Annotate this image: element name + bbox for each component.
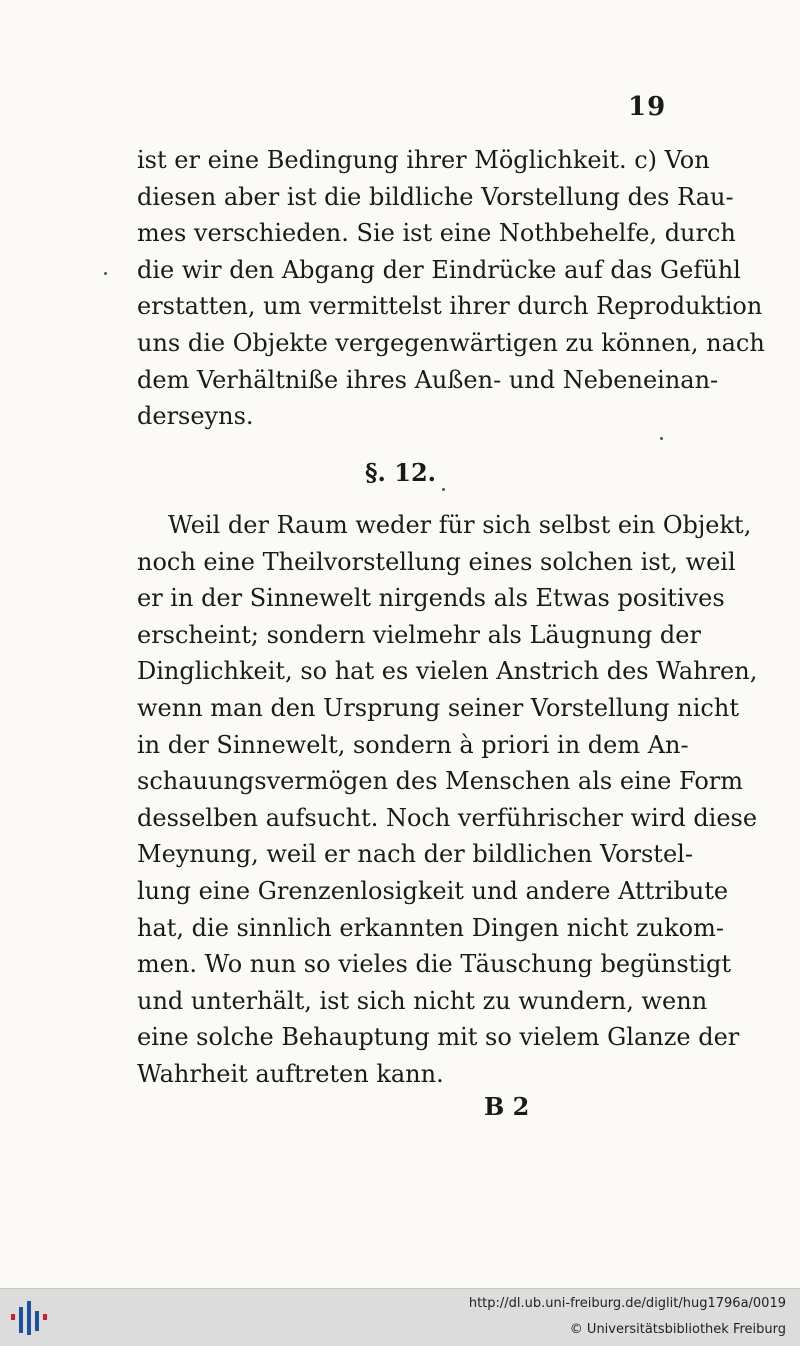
text-line: noch eine Theilvorstellung eines solchen ist, weil: [137, 547, 736, 576]
paragraph-section-12: [137, 507, 758, 1093]
text-line: die wir den Abgang der Eindrücke auf das Gefühl: [137, 255, 741, 284]
source-url-link[interactable]: http://dl.ub.uni-freiburg.de/diglit/hug1796a/0019: [468, 1296, 786, 1311]
text-line: in der Sinnewelt, sondern à priori in dem An-: [137, 730, 689, 759]
text-line: Dinglichkeit, so hat es vielen Anstrich des Wahren,: [137, 657, 758, 686]
ub-freiburg-logo-icon: [8, 1297, 52, 1339]
text-line: erscheint; sondern vielmehr als Läugnung der: [137, 620, 701, 649]
text-line: Meynung, weil er nach der bildlichen Vorstel-: [137, 840, 693, 869]
text-line: eine solche Behauptung mit so vielem Glanze der: [137, 1023, 740, 1052]
text-line: schauungsvermögen des Menschen als eine Form: [137, 767, 744, 796]
text-line: diesen aber ist die bildliche Vorstellung des Rau-: [137, 182, 734, 211]
text-line: uns die Objekte vergegenwärtigen zu können, nach: [137, 328, 765, 357]
page-number: 19: [628, 92, 667, 122]
text-line: dem Verhältniße ihres Außen- und Nebeneinan-: [137, 365, 719, 394]
text-line: lung eine Grenzenlosigkeit und andere Attribute: [137, 876, 729, 905]
section-heading: §. 12.: [365, 458, 437, 487]
text-line: wenn man den Ursprung seiner Vorstellung nicht: [137, 693, 739, 722]
signature-mark: B 2: [484, 1092, 530, 1121]
text-line: desselben aufsucht. Noch verführischer wird diese: [137, 803, 758, 832]
scan-speck: [660, 437, 663, 440]
copyright-notice: © Universitätsbibliothek Freiburg: [569, 1322, 786, 1337]
scan-speck: [104, 272, 107, 275]
text-line: mes verschieden. Sie ist eine Nothbehelfe, durch: [137, 219, 736, 248]
paragraph-continuation: [137, 142, 765, 435]
text-line: und unterhält, ist sich nicht zu wundern, wenn: [137, 986, 708, 1015]
text-line: ist er eine Bedingung ihrer Möglichkeit. c) Von: [137, 146, 710, 174]
text-line: Weil der Raum weder für sich selbst ein Objekt,: [168, 511, 752, 539]
scan-speck: [442, 488, 445, 491]
text-line: men. Wo nun so vieles die Täuschung begünstigt: [137, 950, 732, 979]
text-line: derseyns.: [137, 402, 254, 431]
text-line: erstatten, um vermittelst ihrer durch Reproduktion: [137, 292, 763, 321]
text-line: Wahrheit auftreten kann.: [137, 1059, 444, 1088]
text-line: er in der Sinnewelt nirgends als Etwas positives: [137, 584, 725, 613]
text-line: hat, die sinnlich erkannten Dingen nicht zukom-: [137, 913, 724, 942]
footer-bar: [0, 1288, 800, 1346]
